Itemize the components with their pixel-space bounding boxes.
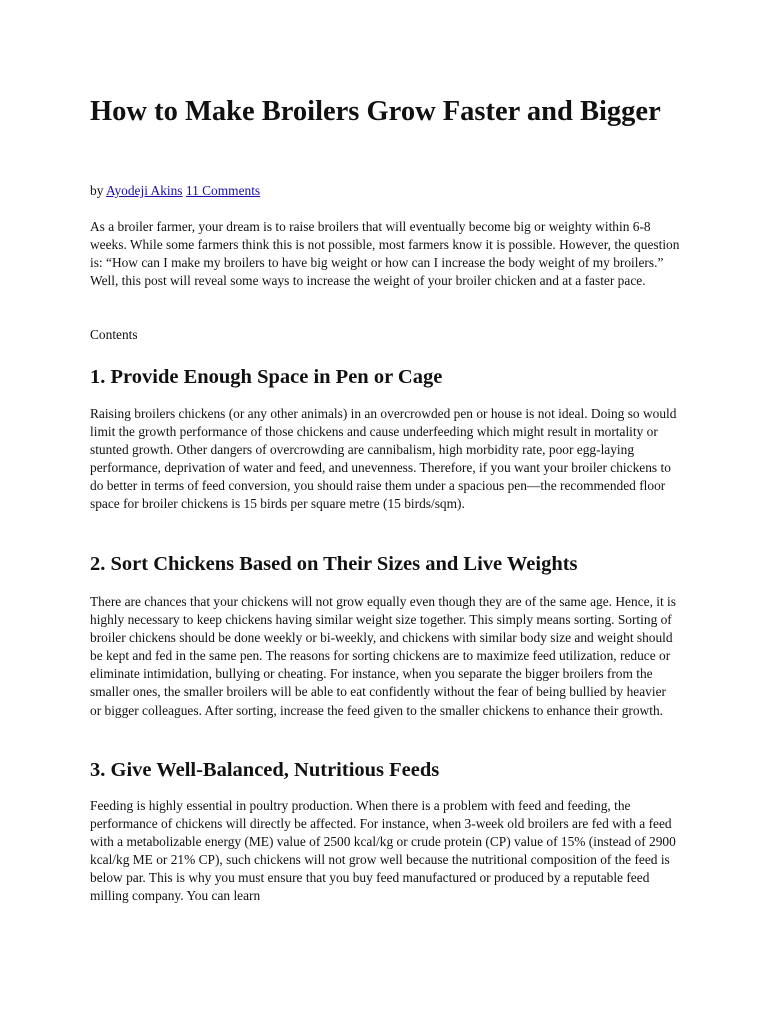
contents-toggle[interactable]: Contents bbox=[90, 327, 138, 342]
section-heading-1: 1. Provide Enough Space in Pen or Cage bbox=[90, 366, 443, 388]
byline bbox=[90, 182, 680, 200]
section-body-1: Raising broilers chickens (or any other animals) in an overcrowded pen or house is not ideal. Doing so would limit the growth performance of those chickens and cause underfeeding which might result in mortality or stunted growth. Other dangers of overcrowding are cannibalism, high morbidity rate, poor egg-laying performance, deprivation of water and feed, and unevenness. Therefore, if you want your broiler chickens to do better in terms of feed conversion, you should raise them under a spacious pen—the recommended floor space for broiler chickens is 15 birds per square metre (15 birds/sqm). bbox=[90, 406, 677, 512]
comments-link[interactable]: 11 Comments bbox=[185, 183, 261, 198]
section-heading-3: 3. Give Well-Balanced, Nutritious Feeds bbox=[90, 759, 440, 781]
author-link[interactable]: Ayodeji Akins bbox=[106, 183, 183, 198]
section-body-3: Feeding is highly essential in poultry production. When there is a problem with feed and feeding, the performance of chickens will directly be affected. For instance, when 3-week old broilers are fed with a feed with a metabolizable energy (ME) value of 2500 kcal/kg or crude protein (CP) value of 15% (instead of 2900 kcal/kg ME or 21% CP), such chickens will not grow well because the nutritional composition of the feed is below par. This is why you must ensure that you buy feed manufactured or produced by a reputable feed milling company. You can learn bbox=[90, 798, 676, 904]
intro-paragraph: As a broiler farmer, your dream is to raise broilers that will eventually become big or weighty within 6-8 weeks. While some farmers think this is not possible, most farmers know it is possible. However, the question is: “How can I make my broilers to have big weight or how can I increase the body weight of my broilers.” Well, this post will reveal some ways to increase the weight of your broiler chicken and at a faster pace. bbox=[90, 219, 680, 289]
section-heading-2: 2. Sort Chickens Based on Their Sizes and Live Weights bbox=[90, 553, 578, 575]
byline-prefix: by bbox=[90, 183, 104, 198]
article-title: How to Make Broilers Grow Faster and Bigger bbox=[90, 96, 661, 127]
section-body-2: There are chances that your chickens will not grow equally even though they are of the same age. Hence, it is highly necessary to keep chickens having similar weight size together. This simply means sorting. Sorting of broiler chickens should be done weekly or bi-weekly, and chickens with similar body size and weight should be kept and fed in the same pen. The reasons for sorting chickens are to maximize feed utilization, reduce or eliminate intimidation, bullying or cheating. For instance, when you separate the bigger broilers from the smaller ones, the smaller broilers will be able to eat confidently without the fear of being bullied by heavier or bigger colleagues. After sorting, increase the feed given to the smaller chickens to enhance their growth. bbox=[90, 594, 676, 718]
